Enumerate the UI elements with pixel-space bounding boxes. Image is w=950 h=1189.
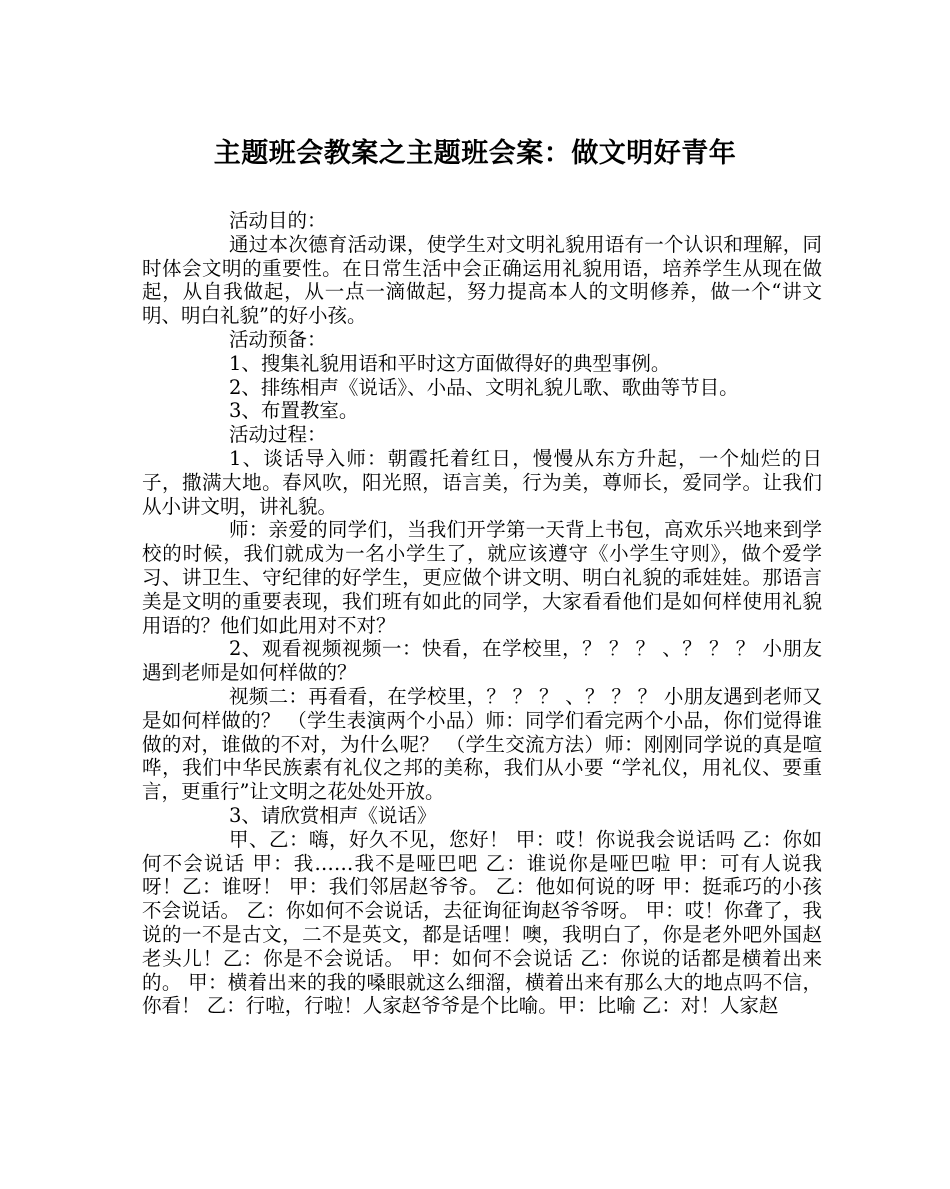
preparation-item-2: 2、排练相声《说话》、小品、文明礼貌儿歌、歌曲等节目。: [229, 375, 739, 399]
section-heading-process: 活动过程：: [229, 423, 327, 447]
paragraph-crosstalk-dialogue: 甲、乙：嗨，好久不见，您好！ 甲：哎！你说我会说话吗 乙：你如何不会说话 甲：我……我不是哑巴吧 乙：谁说你是哑巴啦 甲：可有人说我呀！乙：谁呀！ 甲：我们邻居赵爷爷。 乙：他如何说的呀 甲：挺乖巧的小孩不会说话。 乙：你如何不会说话，去征询征询赵爷爷呀。 甲：哎！你聋了，我说的一不是古文，二不是英文，都是话哩！噢，我明白了，你是老外吧外国赵老头儿！乙：你是不会说话。 甲：如何不会说话 乙：你说的话都是横着出来的。 甲：横着出来的我的嗓眼就这么细溜，横着出来有那么大的地点吗不信， 你看！ 乙：行啦，行啦！人家赵爷爷是个比喻。甲：比喻 乙：对！人家赵: [142, 827, 822, 1018]
paragraph-video-one: 2、观看视频视频一：快看，在学校里，？ ？ ？ 、？ ？ ？ 小朋友遇到老师是如何样做的？: [142, 637, 822, 685]
paragraph-teacher-speech: 师：亲爱的同学们，当我们开学第一天背上书包，高欢乐兴地来到学校的时候，我们就成为一名小学生了，就应该遵守《小学生守则》，做个爱学习、讲卫生、守纪律的好学生，更应做个讲文明、明白礼貌的乖娃娃。那语言美是文明的重要表现，我们班有如此的同学，大家看看他们是如何样使用礼貌用语的？他们如此用对不对？: [142, 518, 822, 637]
section-heading-purpose: 活动目的：: [229, 209, 327, 232]
preparation-item-1: 1、搜集礼貌用语和平时这方面做得好的典型事例。: [229, 351, 671, 375]
document-title: 主题班会教案之主题班会案：做文明好青年: [213, 138, 737, 169]
section-heading-preparation: 活动预备：: [229, 327, 327, 351]
paragraph-crosstalk-heading: 3、请欣赏相声《说话》: [229, 803, 437, 827]
document-body: [142, 209, 822, 1018]
paragraph-purpose: 通过本次德育活动课，使学生对文明礼貌用语有一个认识和理解，同时体会文明的重要性。在日常生活中会正确运用礼貌用语，培养学生从现在做起，从自我做起，从一点一滴做起，努力提高本人的文明修养，做一个“讲文明、明白礼貌”的好小孩。: [142, 232, 822, 328]
paragraph-video-two: 视频二：再看看，在学校里，？ ？ ？ 、？ ？ ？ 小朋友遇到老师又是如何样做的？ （学生表演两个小品）师：同学们看完两个小品，你们觉得谁做的对，谁做的不对，为什么呢？ （学生交流方法）师：刚刚同学说的真是喧哗，我们中华民族素有礼仪之邦的美称，我们从小要 “学礼仪，用礼仪、要重言，更重行”让文明之花处处开放。: [142, 684, 822, 804]
paragraph-process-intro: 1、谈话导入师：朝霞托着红日，慢慢从东方升起，一个灿烂的日子，撒满大地。春风吹，阳光照，语言美，行为美，尊师长，爱同学。让我们从小讲文明，讲礼貌。: [142, 446, 822, 518]
preparation-item-3: 3、布置教室。: [229, 399, 359, 423]
